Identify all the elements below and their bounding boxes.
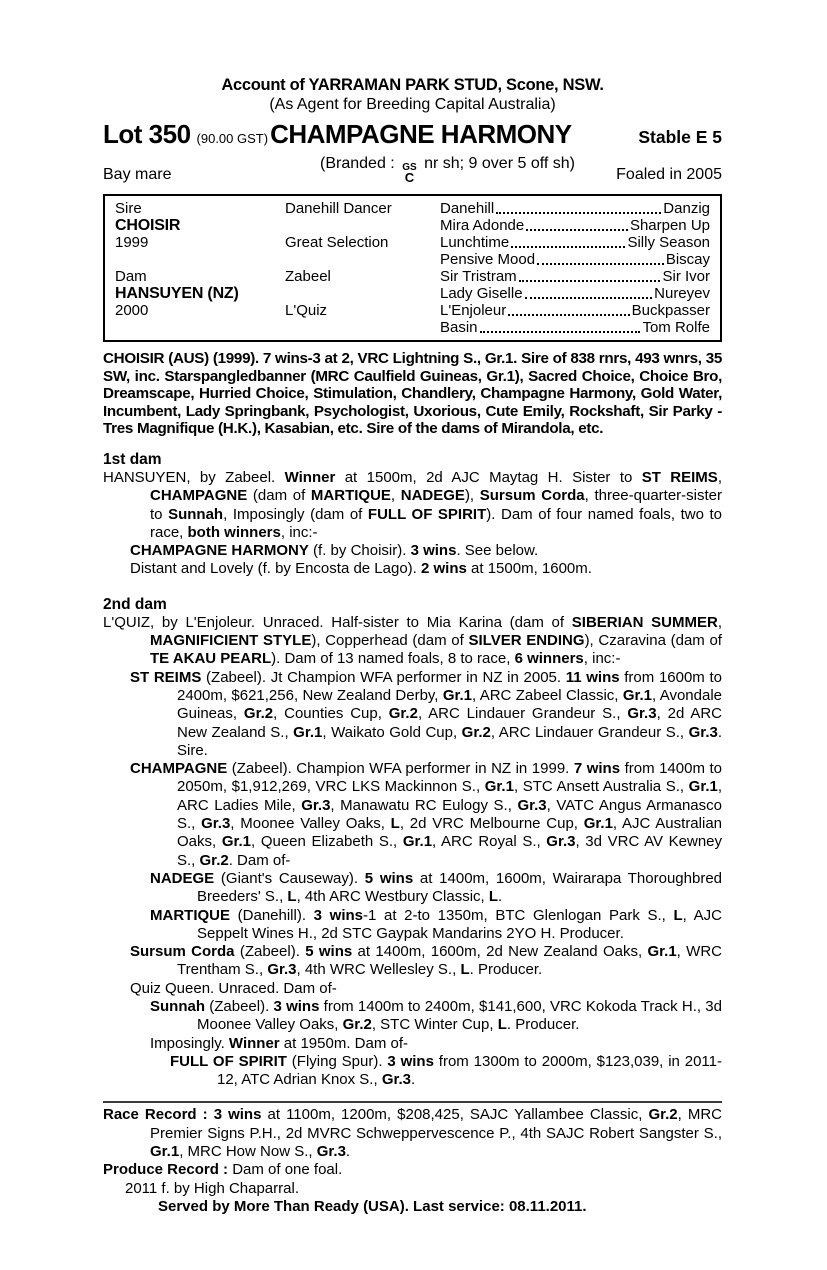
agent-line: (As Agent for Breeding Capital Australia) [269,96,556,113]
spacer-row [115,319,285,336]
dam-label: Dam [115,268,147,285]
brand-letters-top: GS [402,162,417,173]
ancestor-name: Lady Giselle [440,285,523,302]
stable-number: Stable E 5 [638,127,722,147]
pedigree-table [103,194,722,342]
progeny-distant-and-lovely: Distant and Lovely (f. by Encosta de Lago). 2 wins at 1500m, 1600m. [130,560,592,578]
dotted-leader [525,297,653,299]
spacer-row [285,217,440,234]
spacer-row [115,251,285,268]
spacer-row [285,251,440,268]
ancestor-row [440,234,710,251]
lot-number: Lot 350 [103,119,191,149]
first-dam-heading: 1st dam [103,450,162,468]
dotted-leader [519,280,661,282]
account-line: Account of YARRAMAN PARK STUD, Scone, NSW. [221,76,604,94]
dotted-leader [480,331,641,333]
progeny-champagne: CHAMPAGNE (Zabeel). Champion WFA performer in NZ in 1999. 7 wins from 1400m to 2050m, $1,912,269, VRC LKS Mackinnon S., Gr.1, STC Ansett Australia S., Gr.1, ARC Ladies Mile, Gr.3, Manawatu RC Eulogy S., Gr.3, VATC Angus Armanasco S., Gr.3, Moonee Valley Oaks, L, 2d VRC Melbourne Cup, Gr.1, AJC Australian Oaks, Gr.1, Queen Elizabeth S., Gr.1, ARC Royal S., Gr.3, 3d VRC AV Kewney S., Gr.2. Dam of- [130,760,723,869]
ancestor-row [440,285,710,302]
dotted-leader [496,212,661,214]
sire-summary: CHOISIR (AUS) (1999). 7 wins-3 at 2, VRC Lightning S., Gr.1. Sire of 838 rnrs, 493 wnrs, 35 SW, inc. Starspangledbanner (MRC Caulfield Guineas, Gr.1), Sacred Choice, Choice Bro, Dreamscape, Hurried Choice, Stimulation, Chandlery, Champagne Harmony, Gold Water, Incumbent, Lady Springbank, Psychologist, Uxorious, Cute Emily, Rockshaft, Sir Parky - Tres Magnifique (H.K.), Kasabian, etc. Sire of the dams of Mirandola, etc. [103,350,722,438]
ancestor-parent: Sharpen Up [629,217,710,234]
ancestor-row [440,251,710,268]
ancestor-row [440,217,710,234]
ancestor-row [440,302,710,319]
ancestor-parent: Biscay [665,251,710,268]
dam-year: 2000 [115,302,149,320]
sire-year: 1999 [115,234,149,252]
second-dam-paragraphs [103,614,722,1090]
progeny-martique: MARTIQUE (Danehill). 3 wins-1 at 2-to 1350m, BTC Glenlogan Park S., L, AJC Seppelt Wines H., 2d STC Gaypak Mandarins 2YO H. Producer. [150,906,722,942]
ancestor-parent: Tom Rolfe [642,319,710,336]
ancestor-name: Sir Tristram [440,268,517,285]
progeny-quiz-queen: Quiz Queen. Unraced. Dam of- [130,979,337,997]
progeny-sursum-corda: Sursum Corda (Zabeel). 5 wins at 1400m, 1600m, 2d New Zealand Oaks, Gr.1, WRC Trentham S., Gr.3, 4th WRC Wellesley S., L. Producer. [130,943,722,979]
foal-2011: 2011 f. by High Chaparral. [125,1179,299,1197]
pedigree-column-parents [115,200,285,336]
dam-lquiz: L'QUIZ, by L'Enjoleur. Unraced. Half-sister to Mia Karina (dam of SIBERIAN SUMMER, MAGNIFICIENT STYLE), Copperhead (dam of SILVER ENDING), Czaravina (dam of TE AKAU PEARL). Dam of 13 named foals, 8 to race, 6 winners, inc:- [103,613,722,668]
ancestor-parent: Silly Season [627,234,710,251]
spacer-row [285,319,440,336]
lot-title-row [103,119,722,150]
dotted-leader [508,314,629,316]
service-note: Served by More Than Ready (USA). Last service: 08.11.2011. [158,1197,587,1215]
race-record: Race Record : 3 wins at 1100m, 1200m, $208,425, SAJC Yallambee Classic, Gr.2, MRC Premier Signs P.H., 2d MVRC Schweppervescence P., 4th SAJC Robert Sangster S., Gr.1, MRC How Now S., Gr.3. [103,1106,723,1161]
ancestor-row [440,268,710,285]
pedigree-column-ancestors [440,200,710,336]
pedigree-column-grandparents [285,200,440,336]
first-dam-paragraphs [103,469,722,579]
dotted-leader [526,229,628,231]
spacer-row [285,285,440,302]
ancestor-row [440,319,710,336]
ancestor-parent: Danzig [663,200,710,217]
ancestor-name: L'Enjoleur [440,302,507,319]
progeny-sunnah: Sunnah (Zabeel). 3 wins from 1400m to 2400m, $141,600, VRC Kokoda Track H., 3d Moonee Valley Oaks, Gr.2, STC Winter Cup, L. Producer. [150,997,722,1034]
progeny-imposingly: Imposingly. Winner at 1950m. Dam of- [150,1034,409,1052]
gst-note: (90.00 GST) [196,131,269,146]
first-dam-section [103,450,722,579]
horse-info-row [103,154,722,184]
brand-letters-bottom: C [404,170,415,185]
progeny-st-reims: ST REIMS (Zabeel). Jt Champion WFA performer in NZ in 2005. 11 wins from 1600m to 2400m, $621,256, New Zealand Derby, Gr.1, ARC Zabeel Classic, Gr.1, Avondale Guineas, Gr.2, Counties Cup, Gr.2, ARC Lindauer Grandeur S., Gr.3, 2d ARC New Zealand S., Gr.1, Waikato Gold Cup, Gr.2, ARC Lindauer Grandeur S., Gr.3. Sire. [130,668,722,759]
ancestor-row [440,200,710,217]
brand-suffix: nr sh; 9 over 5 off sh) [424,155,575,172]
ancestor-name: Mira Adonde [440,217,525,234]
dotted-leader [537,263,664,265]
sire-label: Sire [115,200,142,217]
sire-sire: Danehill Dancer [285,200,392,217]
dam-dam: L'Quiz [285,302,328,319]
horse-name: CHAMPAGNE HARMONY [270,119,572,149]
dam-name: HANSUYEN (NZ) [115,284,239,302]
progeny-champagne-harmony: CHAMPAGNE HARMONY (f. by Choisir). 3 wins. See below. [130,542,539,560]
ancestor-name: Pensive Mood [440,251,536,268]
progeny-nadege: NADEGE (Giant's Causeway). 5 wins at 1400m, 1600m, Wairarapa Thoroughbred Breeders' S., L, 4th ARC Westbury Classic, L. [150,869,722,906]
ancestor-name: Danehill [440,200,495,217]
progeny-full-of-spirit: FULL OF SPIRIT (Flying Spur). 3 wins from 1300m to 2000m, $123,039, in 2011-12, ATC Adrian Knox S., Gr.3. [170,1052,722,1089]
second-dam-heading: 2nd dam [103,595,167,613]
ancestor-parent: Nureyev [654,285,710,302]
dotted-leader [511,246,625,248]
foaled-year: Foaled in 2005 [616,166,722,183]
produce-record: Produce Record : Dam of one foal. [103,1161,343,1179]
second-dam-section [103,595,722,1090]
ancestor-name: Lunchtime [440,234,510,251]
sire-dam: Great Selection [285,234,389,251]
ancestor-name: Basin [440,319,478,336]
dam-hansuyen: HANSUYEN, by Zabeel. Winner at 1500m, 2d AJC Maytag H. Sister to ST REIMS, CHAMPAGNE (dam of MARTIQUE, NADEGE), Sursum Corda, three-quarter-sister to Sunnah, Imposingly (dam of FULL OF SPIRIT). Dam of four named foals, two to race, both winners, inc:- [103,468,722,541]
ancestor-parent: Sir Ivor [662,268,710,285]
horse-description: Bay mare [103,166,172,183]
brand-prefix: (Branded : [320,155,395,172]
dam-sire: Zabeel [285,268,331,285]
sire-name: CHOISIR [115,216,181,234]
divider-rule [103,1101,722,1103]
brand-info [293,154,602,184]
records-section [103,1106,722,1216]
brand-mark [402,163,416,184]
ancestor-parent: Buckpasser [631,302,710,319]
